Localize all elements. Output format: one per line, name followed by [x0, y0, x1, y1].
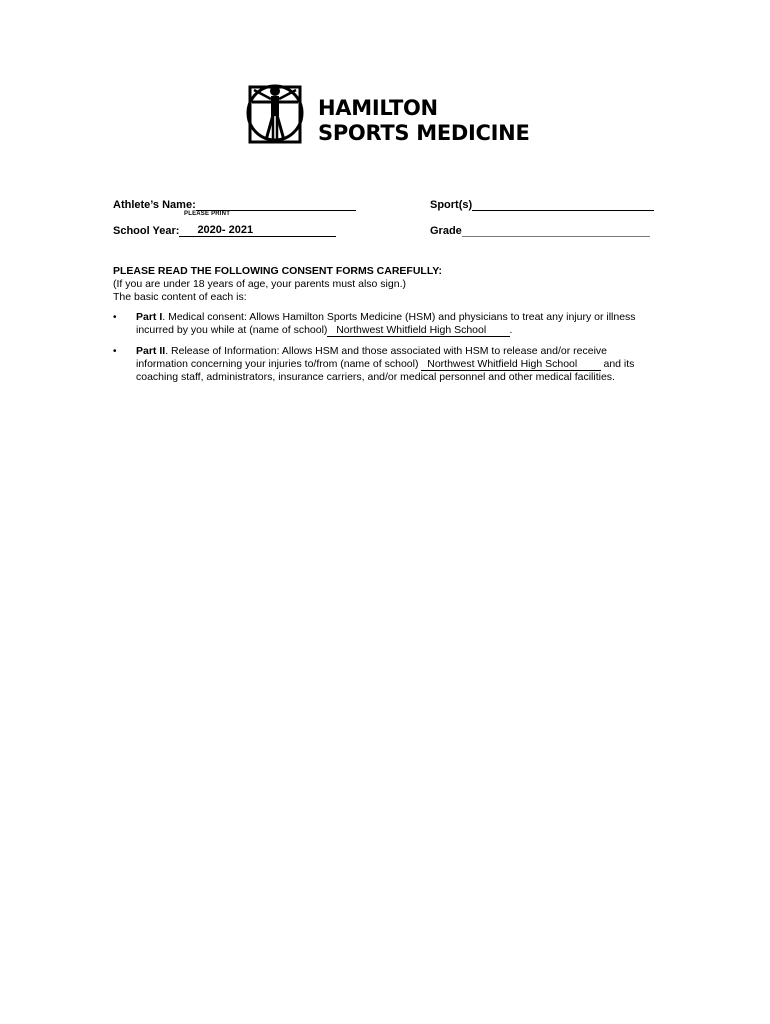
part-1-text [136, 311, 656, 337]
part-2-title: Part II [136, 345, 166, 357]
part-1-description: . Medical consent: Allows Hamilton Sports Medicine (HSM) and physicians to treat any injury or illness incurred by you while at (name of school) [136, 311, 636, 336]
bullet-1: • [113, 312, 117, 323]
grade-label: Grade [430, 225, 462, 237]
content-intro: The basic content of each is: [113, 291, 247, 303]
part-1-school: Northwest Whitfield High School [336, 324, 487, 336]
part-1-end: . [509, 324, 513, 336]
grade-line[interactable] [462, 224, 650, 237]
vitruvian-man-icon [246, 78, 308, 146]
part-1-title: Part I [136, 311, 163, 323]
consent-heading: PLEASE READ THE FOLLOWING CONSENT FORMS CAREFULLY: [113, 265, 443, 277]
school-year-label: School Year: [113, 225, 180, 237]
sports-label: Sport(s) [430, 199, 473, 211]
please-print-note: PLEASE PRINT [184, 211, 231, 217]
school-year-line[interactable] [179, 224, 336, 237]
hamilton-sports-medicine-logo [246, 78, 536, 148]
bullet-2: • [113, 346, 117, 357]
school-year-value: 2020- 2021 [197, 224, 254, 236]
grade-field[interactable] [430, 224, 650, 237]
part-2-description: . Release of Information: Allows HSM and those associated with HSM to release and/or receive information concerning your injuries to/from (name of school) [136, 345, 607, 370]
athlete-name-field[interactable] [113, 198, 356, 211]
part-2-text [136, 345, 656, 384]
sports-field[interactable] [430, 198, 654, 211]
part-1-school-fill [327, 324, 509, 337]
part-2-end: and its coaching staff, administrators, insurance carriers, and/or medical personnel and other medical facilities. [136, 358, 635, 383]
athlete-name-label: Athlete’s Name: [113, 199, 196, 211]
part-2-school: Northwest Whitfield High School [427, 358, 578, 370]
school-year-field[interactable] [113, 224, 336, 237]
part-2-school-fill [421, 358, 600, 371]
logo-text-line2: SPORTS MEDICINE [318, 121, 530, 145]
logo-text-line1: HAMILTON [318, 96, 438, 120]
athlete-name-line[interactable] [196, 198, 356, 211]
age-note: (If you are under 18 years of age, your parents must also sign.) [113, 278, 406, 290]
sports-line[interactable] [472, 198, 654, 211]
